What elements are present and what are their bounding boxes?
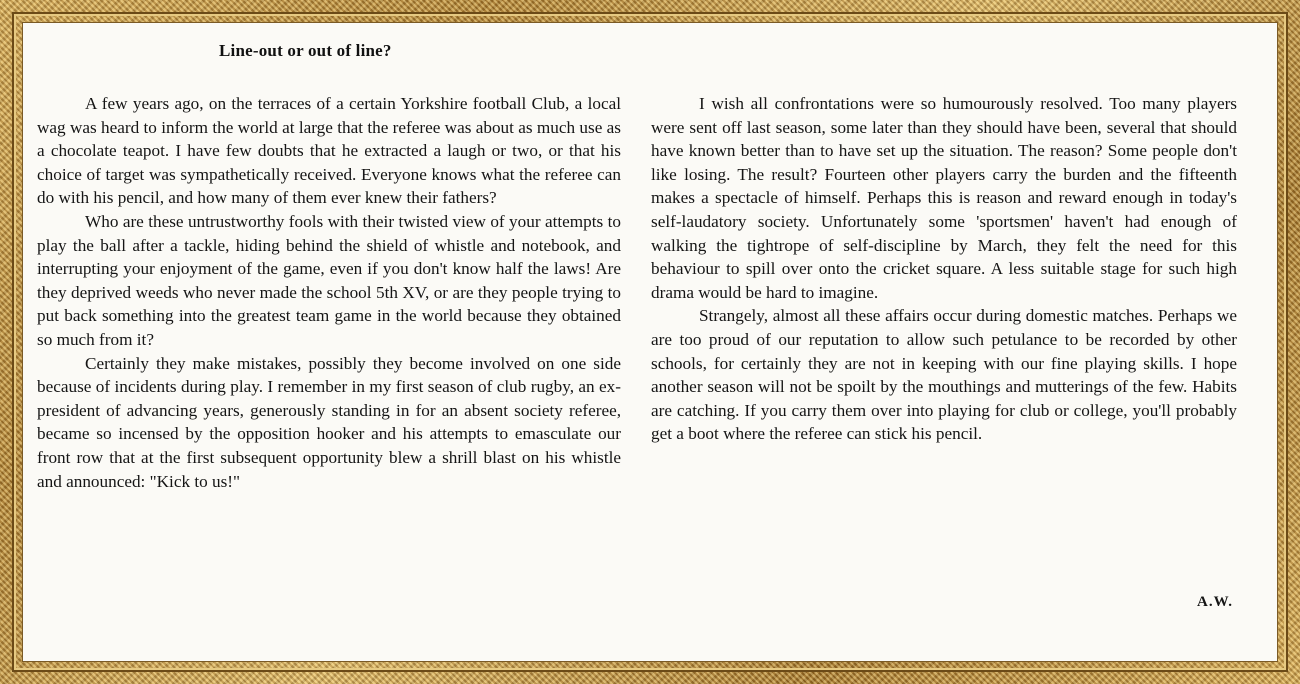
article-paper [22, 22, 1278, 662]
paragraph: Certainly they make mistakes, possibly they become involved on one side because of incidents during play. I remember in my first season of club rugby, an ex-president of advancing years, generously standing in for an absent society referee, became so incensed by the opposition hooker and his attempts to emasculate our front row that at the first subsequent opportunity blew a shrill blast on his whistle and announced: "Kick to us!" [37, 353, 621, 491]
article-title: Line-out or out of line? [219, 41, 392, 60]
paragraph: A few years ago, on the terraces of a certain Yorkshire football Club, a local wag was heard to inform the world at large that the referee was about as much use as a chocolate teapot. I have few doubts that he extracted a laugh or two, or that his choice of target was sympathetically received. Everyone knows what the referee can do with his pencil, and how many of them ever knew their fathers? [37, 94, 621, 208]
right-column [651, 92, 1237, 446]
paragraph: Strangely, almost all these affairs occur during domestic matches. Perhaps we are too proud of our reputation to allow such petulance to be recorded by other schools, for certainly they are not in keeping with our fine playing skills. I hope another season will not be spoilt by the mouthings and mutterings of the few. Habits are catching. If you carry them over into playing for club or college, you'll probably get a boot where the referee can stick his pencil. [651, 306, 1237, 444]
left-column [37, 92, 621, 493]
author-signature: A.W. [1197, 594, 1233, 610]
paragraph: I wish all confrontations were so humourously resolved. Too many players were sent off last season, some later than they should have been, several that should have known better than to have set up the situation. The reason? Some people don't like losing. The result? Fourteen other players carry the burden and the fifteenth makes a spectacle of himself. Perhaps this is reason and reward enough in today's self-laudatory society. Unfortunately some 'sportsmen' haven't had enough of walking the tightrope of self-discipline by March, they felt the need for this behaviour to spill over onto the cricket square. A less suitable stage for such high drama would be hard to imagine. [651, 94, 1237, 302]
paragraph: Who are these untrustworthy fools with their twisted view of your attempts to play the ball after a tackle, hiding behind the shield of whistle and notebook, and interrupting your enjoyment of the game, even if you don't know half the laws! Are they deprived weeds who never made the school 5th XV, or are they people trying to put back something into the greatest team game in the world because they obtained so much from it? [37, 211, 621, 349]
